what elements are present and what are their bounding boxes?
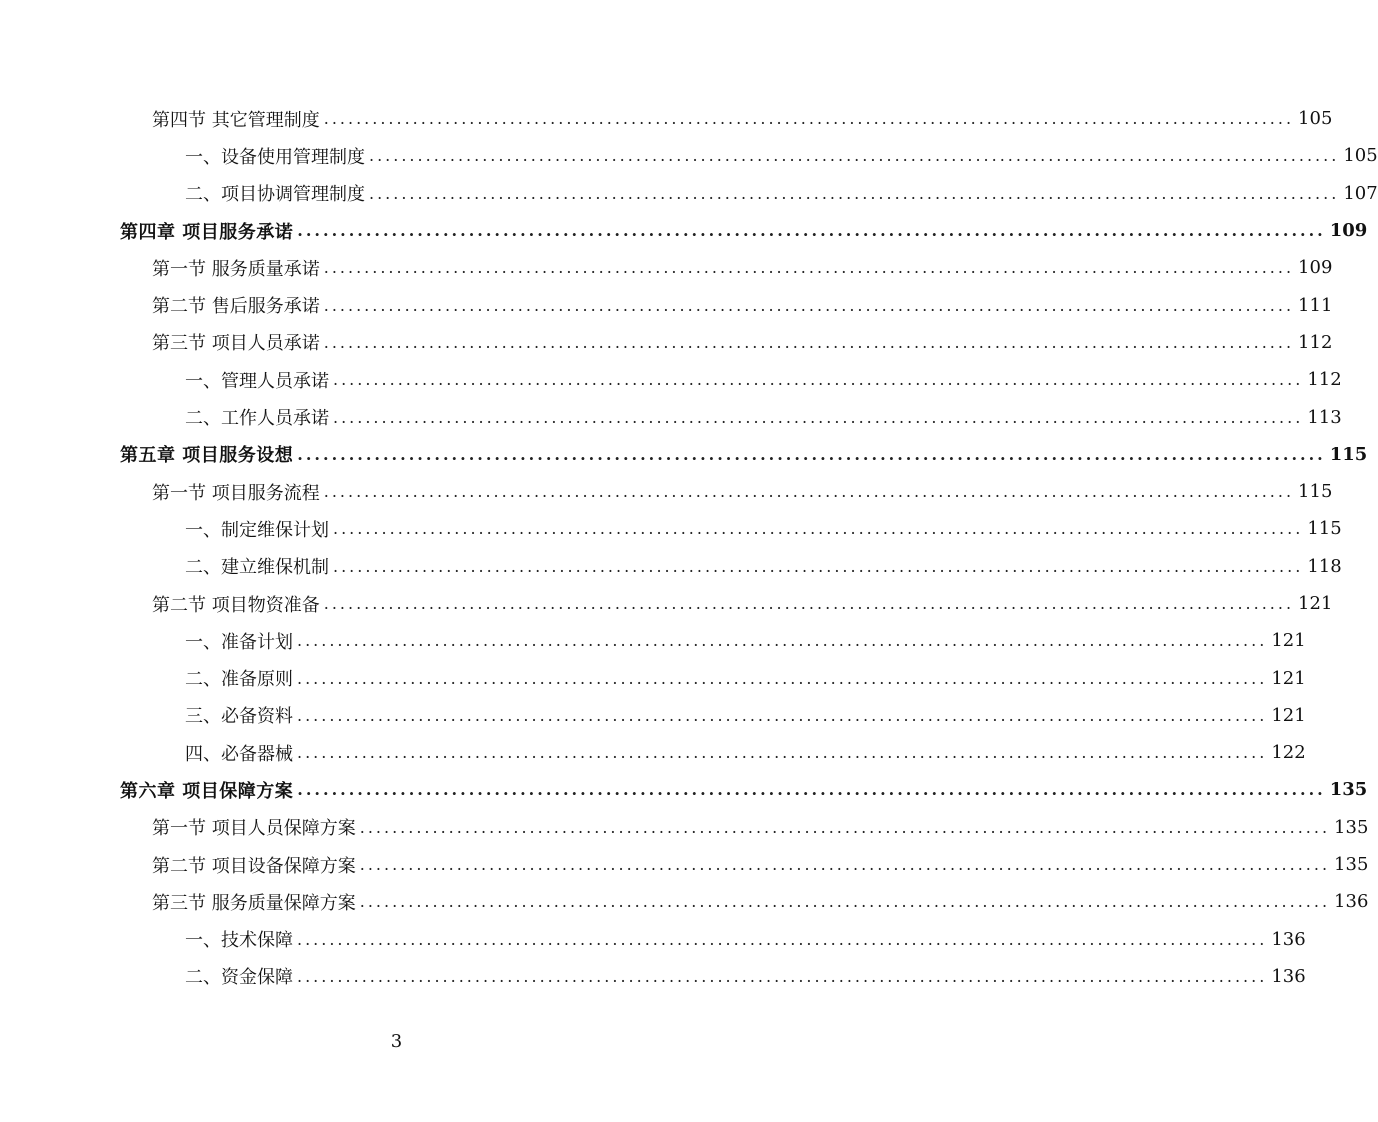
dot-leader: ........................................................................................................................ (323, 258, 1295, 278)
dot-leader: ........................................................................................................................ (359, 817, 1331, 837)
dot-leader: ........................................................................................................................ (323, 295, 1295, 315)
toc-entry[interactable] (0, 286, 1333, 323)
dot-leader: ........................................................................................................................ (323, 594, 1295, 613)
toc-entry[interactable] (0, 510, 1342, 547)
toc-entry-page: 107 (1343, 182, 1378, 204)
dot-leader: ........................................................................................................................ (333, 556, 1304, 576)
dot-leader: ........................................................................................................................ (297, 780, 1326, 800)
toc-entry-page: 115 (1307, 518, 1342, 540)
toc-entry-title: 第二节 项目物资准备 (152, 591, 324, 617)
toc-entry[interactable] (0, 398, 1342, 435)
toc-entry-title: 二、准备原则 (185, 665, 297, 691)
dot-leader: ........................................................................................................................ (297, 668, 1268, 688)
toc-entry[interactable] (0, 585, 1333, 622)
toc-entry-title: 第三节 服务质量保障方案 (152, 889, 360, 915)
dot-leader: ........................................................................................................................ (297, 966, 1268, 986)
toc-entry-page: 118 (1307, 555, 1342, 577)
toc-entry-title: 一、制定维保计划 (185, 516, 333, 542)
toc-entry-page: 121 (1271, 630, 1306, 652)
toc-entry-page: 121 (1271, 704, 1306, 726)
toc-entry-title: 第一节 项目服务流程 (152, 479, 324, 505)
dot-leader: ........................................................................................................................ (297, 705, 1268, 725)
toc-entry-title: 第三节 项目人员承诺 (152, 329, 324, 355)
toc-entry-page: 121 (1271, 667, 1306, 689)
toc-entry-page: 105 (1343, 145, 1378, 167)
toc-entry-title: 一、设备使用管理制度 (185, 143, 369, 169)
toc-entry-title: 一、技术保障 (185, 926, 297, 952)
toc-entry-title: 第四章 项目服务承诺 (120, 218, 297, 244)
toc-entry-page: 135 (1329, 779, 1368, 801)
toc-entry-page: 105 (1298, 108, 1333, 130)
toc-entry[interactable] (0, 734, 1306, 771)
toc-entry-title: 第四节 其它管理制度 (152, 106, 324, 132)
toc-entry-page: 136 (1271, 965, 1306, 987)
toc-entry[interactable] (0, 697, 1306, 734)
toc-entry-page: 113 (1307, 406, 1342, 428)
toc-entry-title: 第五章 项目服务设想 (120, 441, 297, 467)
toc-entry[interactable] (0, 100, 1333, 137)
toc-entry-title: 四、必备器械 (185, 740, 297, 766)
dot-leader: ........................................................................................................................ (323, 109, 1295, 129)
toc-entry-title: 二、资金保障 (185, 963, 297, 989)
toc-entry-title: 第二节 售后服务承诺 (152, 292, 324, 318)
toc-entry-page: 112 (1307, 369, 1342, 391)
toc-entry-page: 111 (1298, 294, 1333, 316)
toc-entry-page: 122 (1271, 742, 1306, 764)
toc-entry[interactable] (0, 436, 1368, 473)
toc-entry-title: 第六章 项目保障方案 (120, 777, 297, 803)
toc-entry[interactable] (0, 324, 1333, 361)
toc-entry[interactable] (0, 473, 1333, 510)
toc-entry[interactable] (0, 548, 1342, 585)
toc-entry-title: 二、工作人员承诺 (185, 404, 333, 430)
dot-leader: ........................................................................................................................ (359, 892, 1331, 912)
dot-leader: ........................................................................................................................ (297, 221, 1326, 241)
dot-leader: ........................................................................................................................ (297, 929, 1268, 949)
toc-entry[interactable] (0, 212, 1368, 249)
toc-entry[interactable] (0, 846, 1369, 883)
toc-entry-page: 115 (1329, 443, 1368, 465)
toc-entry-title: 二、建立维保机制 (185, 553, 333, 579)
toc-entry-title: 第二节 项目设备保障方案 (152, 852, 360, 878)
dot-leader: ........................................................................................................................ (323, 482, 1295, 502)
toc-entry-page: 109 (1329, 220, 1368, 242)
toc-entry[interactable] (0, 958, 1306, 995)
dot-leader: ........................................................................................................................ (333, 407, 1304, 427)
toc-entry[interactable] (0, 883, 1369, 920)
toc-entry-title: 三、必备资料 (185, 702, 297, 728)
dot-leader: ........................................................................................................................ (297, 444, 1326, 464)
dot-leader: ........................................................................................................................ (333, 370, 1304, 390)
toc-entry[interactable] (0, 137, 1378, 174)
toc-entry[interactable] (0, 361, 1342, 398)
toc-entry[interactable] (0, 249, 1333, 286)
toc-entry-page: 112 (1298, 331, 1333, 353)
toc-entry[interactable] (0, 809, 1369, 846)
dot-leader: ........................................................................................................................ (297, 631, 1268, 651)
dot-leader: ........................................................................................................................ (359, 855, 1331, 875)
dot-leader: ........................................................................................................................ (333, 519, 1304, 539)
toc-entry-page: 135 (1334, 854, 1369, 876)
dot-leader: ........................................................................................................................ (323, 332, 1295, 352)
toc-entry[interactable] (0, 921, 1306, 958)
toc-entry-page: 135 (1334, 816, 1369, 838)
toc-entry-title: 第一节 项目人员保障方案 (152, 814, 360, 840)
toc-entry-title: 一、准备计划 (185, 628, 297, 654)
dot-leader: ........................................................................................................................ (369, 183, 1340, 203)
toc-entry[interactable] (0, 175, 1378, 212)
toc-entry-page: 121 (1298, 593, 1333, 614)
toc-entry-title: 二、项目协调管理制度 (185, 180, 369, 206)
toc-entry-title: 一、管理人员承诺 (185, 367, 333, 393)
toc-entry-page: 109 (1298, 257, 1333, 279)
table-of-contents (0, 100, 1378, 995)
toc-entry-page: 136 (1271, 928, 1306, 950)
page-number: 3 (390, 1031, 403, 1052)
toc-entry-page: 115 (1298, 481, 1333, 503)
toc-entry-title: 第一节 服务质量承诺 (152, 255, 324, 281)
dot-leader: ........................................................................................................................ (297, 743, 1268, 763)
toc-entry[interactable] (0, 771, 1368, 808)
dot-leader: ........................................................................................................................ (369, 146, 1340, 166)
toc-entry[interactable] (0, 622, 1306, 659)
toc-entry[interactable] (0, 659, 1306, 696)
toc-entry-page: 136 (1334, 891, 1369, 913)
